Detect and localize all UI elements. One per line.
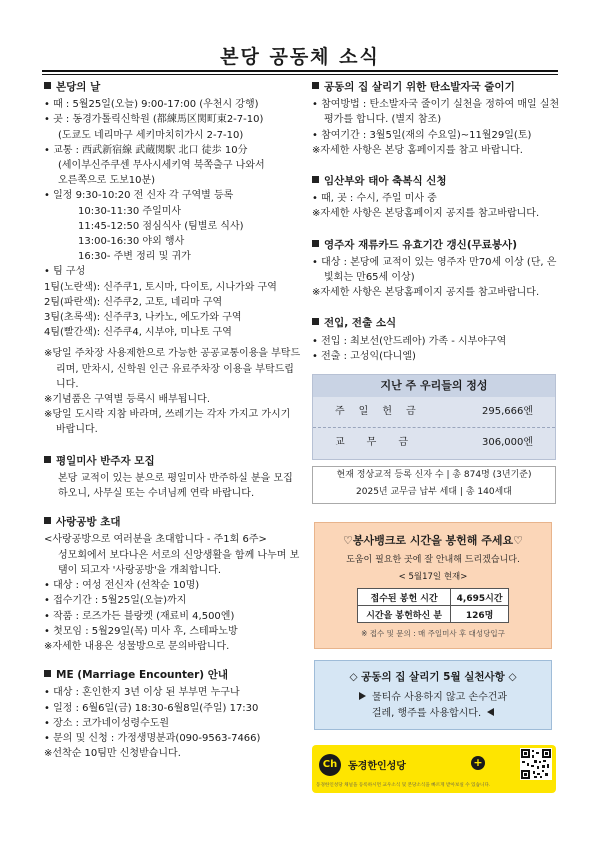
members-box xyxy=(312,466,556,504)
volunteer-value: 4,695시간 xyxy=(451,589,509,606)
transfer-section xyxy=(312,316,562,364)
members-line: 2025년 교무금 납부 세대 | 총 140세대 xyxy=(356,487,512,497)
weekday-body: 본당 교적이 있는 분으로 평일미사 반주하실 분을 모집하오니, 사무실 또는 수녀님께 연락 바랍니다. xyxy=(58,472,293,500)
square-bullet-icon xyxy=(44,517,51,524)
weekday-section xyxy=(44,454,302,502)
carbon-item: • 참여방법 : 탄소발자국 줄이기 실천을 정하여 매일 실천평가를 합니다. (별지 참조) xyxy=(312,99,560,126)
square-bullet-icon xyxy=(312,318,319,325)
team-line: 2팀(파란색): 신주쿠2, 고토, 네리마 구역 xyxy=(44,296,223,308)
pregnancy-item: • 때, 곳 : 수시, 주일 미사 중 xyxy=(312,193,437,205)
me-item: • 장소 : 코가네이성령수도원 xyxy=(44,717,170,729)
kakao-channel-logo: Ch xyxy=(319,754,341,776)
offering-row xyxy=(313,397,555,427)
resident-item: ※자세한 사항은 본당홈페이지 공지를 참고바랍니다. xyxy=(312,287,540,299)
sarang-item: ※자세한 내용은 성물방으로 문의바랍니다. xyxy=(44,640,230,652)
feast-heading: 본당의 날 xyxy=(56,81,101,93)
shared-home-line: 걸레, 행주를 사용합시다. xyxy=(371,708,482,719)
offering-value: 295,666엔 xyxy=(481,406,533,417)
volunteer-heading: ♡봉사뱅크로 시간을 봉헌해 주세요♡ xyxy=(343,534,523,547)
team-line: 3팀(초록색): 신주쿠3, 나카노, 에도가와 구역 xyxy=(44,312,242,324)
feast-line: • 곳 : 동경가톨릭신학원 (都練馬区関町東2-7-10) xyxy=(44,114,264,126)
table-row xyxy=(358,589,509,606)
volunteer-label: 시간을 봉헌하신 분 xyxy=(358,606,451,623)
volunteer-table xyxy=(357,588,509,623)
volunteer-value: 126명 xyxy=(451,606,509,623)
resident-section xyxy=(312,238,562,301)
feast-line: (도쿄도 네리마구 세키마치히가시 2-7-10) xyxy=(58,129,244,141)
sarang-item: • 대상 : 여성 전신자 (선착순 10명) xyxy=(44,580,200,592)
volunteer-sub: 도움이 필요한 곳에 잘 안내해 드리겠습니다. xyxy=(346,555,520,565)
resident-heading: 영주자 재류카드 유효기간 갱신(무료봉사) xyxy=(324,238,517,251)
feast-note: ※당일 도시락 지참 바라며, 쓰레기는 각자 가지고 가시기 바랍니다. xyxy=(44,409,291,436)
volunteer-note: ※ 접수 및 문의 : 매 주일미사 후 대성당입구 xyxy=(361,629,505,638)
volunteer-date: < 5월17일 현재> xyxy=(398,572,468,582)
feast-line: 11:45-12:50 점심식사 (팀별로 식사) xyxy=(78,220,244,232)
kakao-channel-note: 동경한인성당 채널을 등록하시면 교우소식 및 본당소식을 빠르게 받아보실 수 있습니다. xyxy=(316,783,491,788)
me-item: • 문의 및 신청 : 가정생명분과(090-9563-7466) xyxy=(44,732,261,744)
square-bullet-icon xyxy=(312,240,319,247)
sarang-body: 성모회에서 보다나은 서로의 신앙생활을 함께 나누며 보탬이 되고자 '사랑공방'을 개최합니다. xyxy=(58,549,300,576)
table-row xyxy=(358,606,509,623)
offering-title: 지난 주 우리들의 정성 xyxy=(313,375,555,397)
me-item: • 일정 : 6월6일(금) 18:30-6월8일(주일) 17:30 xyxy=(44,702,259,714)
sarang-section xyxy=(44,515,302,654)
offering-value: 306,000엔 xyxy=(481,437,533,448)
feast-note: ※당일 주차장 사용제한으로 가능한 공공교통이용을 부탁드리며, 만차시, 신학원 인근 유료주차장 이용을 부탁드립니다. xyxy=(44,348,301,390)
title-rule-thin xyxy=(42,74,558,75)
page-title: 본당 공동체 소식 xyxy=(220,46,380,68)
offering-box xyxy=(312,374,556,460)
feast-line: • 때 : 5월25일(오늘) 9:00-17:00 (우천시 강행) xyxy=(44,99,259,111)
add-channel-icon[interactable]: + xyxy=(471,756,485,770)
me-item: • 대상 : 혼인한지 3년 이상 된 부부면 누구나 xyxy=(44,687,240,699)
offering-label: 주일헌금 xyxy=(335,406,430,417)
me-section xyxy=(44,668,302,761)
sarang-item: • 첫모임 : 5월29일(목) 미사 후, 스테파노방 xyxy=(44,625,238,637)
transfer-item: • 전입 : 최보선(안드레아) 가족 - 시부야구역 xyxy=(312,335,507,347)
me-item: ※선착순 10팀만 신청받습니다. xyxy=(44,748,181,760)
feast-line: 13:00-16:30 야외 행사 xyxy=(78,236,185,248)
feast-section xyxy=(44,80,302,438)
triangle-right-icon xyxy=(359,692,366,700)
me-heading: ME (Marriage Encounter) 안내 xyxy=(56,669,229,682)
members-line: 현재 정상교적 등록 신자 수 | 총 874명 (3년기준) xyxy=(336,470,532,480)
sarang-item: • 접수기간 : 5월25일(오늘)까지 xyxy=(44,595,187,607)
feast-line: 16:30- 주변 정리 및 귀가 xyxy=(78,251,191,263)
kakao-channel-banner[interactable] xyxy=(312,745,556,793)
feast-line: • 교통 : 西武新宿線 武蔵関駅 北口 徒歩 10分 xyxy=(44,144,248,156)
shared-home-box xyxy=(314,660,552,730)
square-bullet-icon xyxy=(44,670,51,677)
square-bullet-icon xyxy=(312,82,319,89)
pregnancy-section xyxy=(312,174,562,222)
feast-line: (세이부신주쿠센 무사시세키역 북쪽출구 나와서 xyxy=(58,160,265,172)
qr-code-icon[interactable] xyxy=(520,748,552,780)
feast-line: 오른쪽으로 도보10분) xyxy=(58,175,156,187)
resident-item: • 대상 : 본당에 교적이 있는 영주자 만70세 이상 (단, 은빛회는 만65세 이상) xyxy=(312,256,557,284)
feast-line: • 팀 구성 xyxy=(44,266,86,278)
kakao-channel-name: 동경한인성당 xyxy=(348,761,406,772)
team-line: 1팀(노란색): 신주쿠1, 토시마, 다이토, 시나가와 구역 xyxy=(44,281,277,293)
team-line: 4팀(빨간색): 신주쿠4, 시부야, 미나토 구역 xyxy=(44,327,232,339)
shared-home-line: 물티슈 사용하지 않고 손수건과 xyxy=(371,692,508,703)
left-column xyxy=(44,80,302,761)
square-bullet-icon xyxy=(44,82,51,89)
carbon-heading: 공동의 집 살리기 위한 탄소발자국 줄이기 xyxy=(324,81,515,93)
shared-home-heading: ◇ 공동의 집 살리기 5월 실천사항 ◇ xyxy=(349,671,517,683)
feast-line: • 일정 9:30-10:20 전 신자 각 구역별 등록 xyxy=(44,190,234,202)
volunteer-label: 접수된 봉헌 시간 xyxy=(358,589,451,606)
volunteer-box xyxy=(314,522,552,649)
transfer-item: • 전출 : 고성익(다니엘) xyxy=(312,350,416,362)
sarang-intro: <사랑공방으로 여러분을 초대합니다 - 주1회 6주> xyxy=(44,534,267,546)
sarang-heading: 사랑공방 초대 xyxy=(56,516,121,529)
triangle-left-icon xyxy=(487,708,494,716)
carbon-item: • 참여기간 : 3월5일(재의 수요일)~11월29일(토) xyxy=(312,129,532,141)
right-column xyxy=(312,80,562,364)
pregnancy-item: ※자세한 사항은 본당홈페이지 공지를 참고바랍니다. xyxy=(312,208,540,220)
feast-note: ※기념품은 구역별 등록시 배부됩니다. xyxy=(44,394,210,406)
square-bullet-icon xyxy=(312,176,319,183)
sarang-item: • 작품 : 로즈가든 블랑켓 (재료비 4,500엔) xyxy=(44,610,235,622)
title-rule xyxy=(42,70,558,72)
carbon-section xyxy=(312,80,562,158)
pregnancy-heading: 임산부와 태아 축복식 신청 xyxy=(324,175,447,188)
weekday-heading: 평일미사 반주자 모집 xyxy=(56,454,155,467)
transfer-heading: 전입, 전출 소식 xyxy=(324,317,397,330)
offering-row xyxy=(313,427,555,458)
offering-label: 교무금 xyxy=(335,437,430,448)
square-bullet-icon xyxy=(44,456,51,463)
carbon-item: ※자세한 사항은 본당 홈페이지를 참고 바랍니다. xyxy=(312,144,523,156)
feast-line: 10:30-11:30 주일미사 xyxy=(78,205,182,217)
